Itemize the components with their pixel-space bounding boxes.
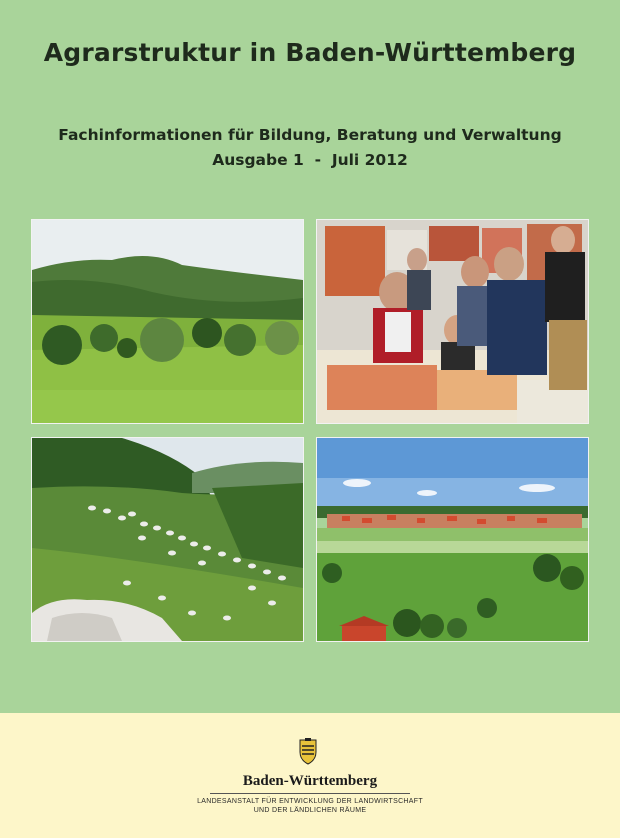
agency-line-1: LANDESANSTALT FÜR ENTWICKLUNG DER LANDWIRTSCHAFT bbox=[197, 798, 423, 805]
photo-people-with-maps bbox=[316, 219, 589, 424]
photo-village-fields bbox=[316, 437, 589, 642]
brand-name: Baden-Württemberg bbox=[242, 773, 378, 789]
agency-name bbox=[0, 797, 620, 815]
photo-hills-orchard bbox=[31, 219, 304, 424]
cover-subtitle: Fachinformationen für Bildung, Beratung und Verwaltung bbox=[58, 126, 562, 144]
photo-sheep-on-slope bbox=[31, 437, 304, 642]
agency-line-2: UND DER LÄNDLICHEN RÄUME bbox=[253, 807, 367, 814]
brand-divider bbox=[210, 793, 410, 794]
cover-title: Agrarstruktur in Baden-Württemberg bbox=[43, 38, 577, 67]
state-coat-of-arms-icon bbox=[297, 738, 319, 766]
issue-line: Ausgabe 1 - Juli 2012 bbox=[212, 151, 408, 169]
